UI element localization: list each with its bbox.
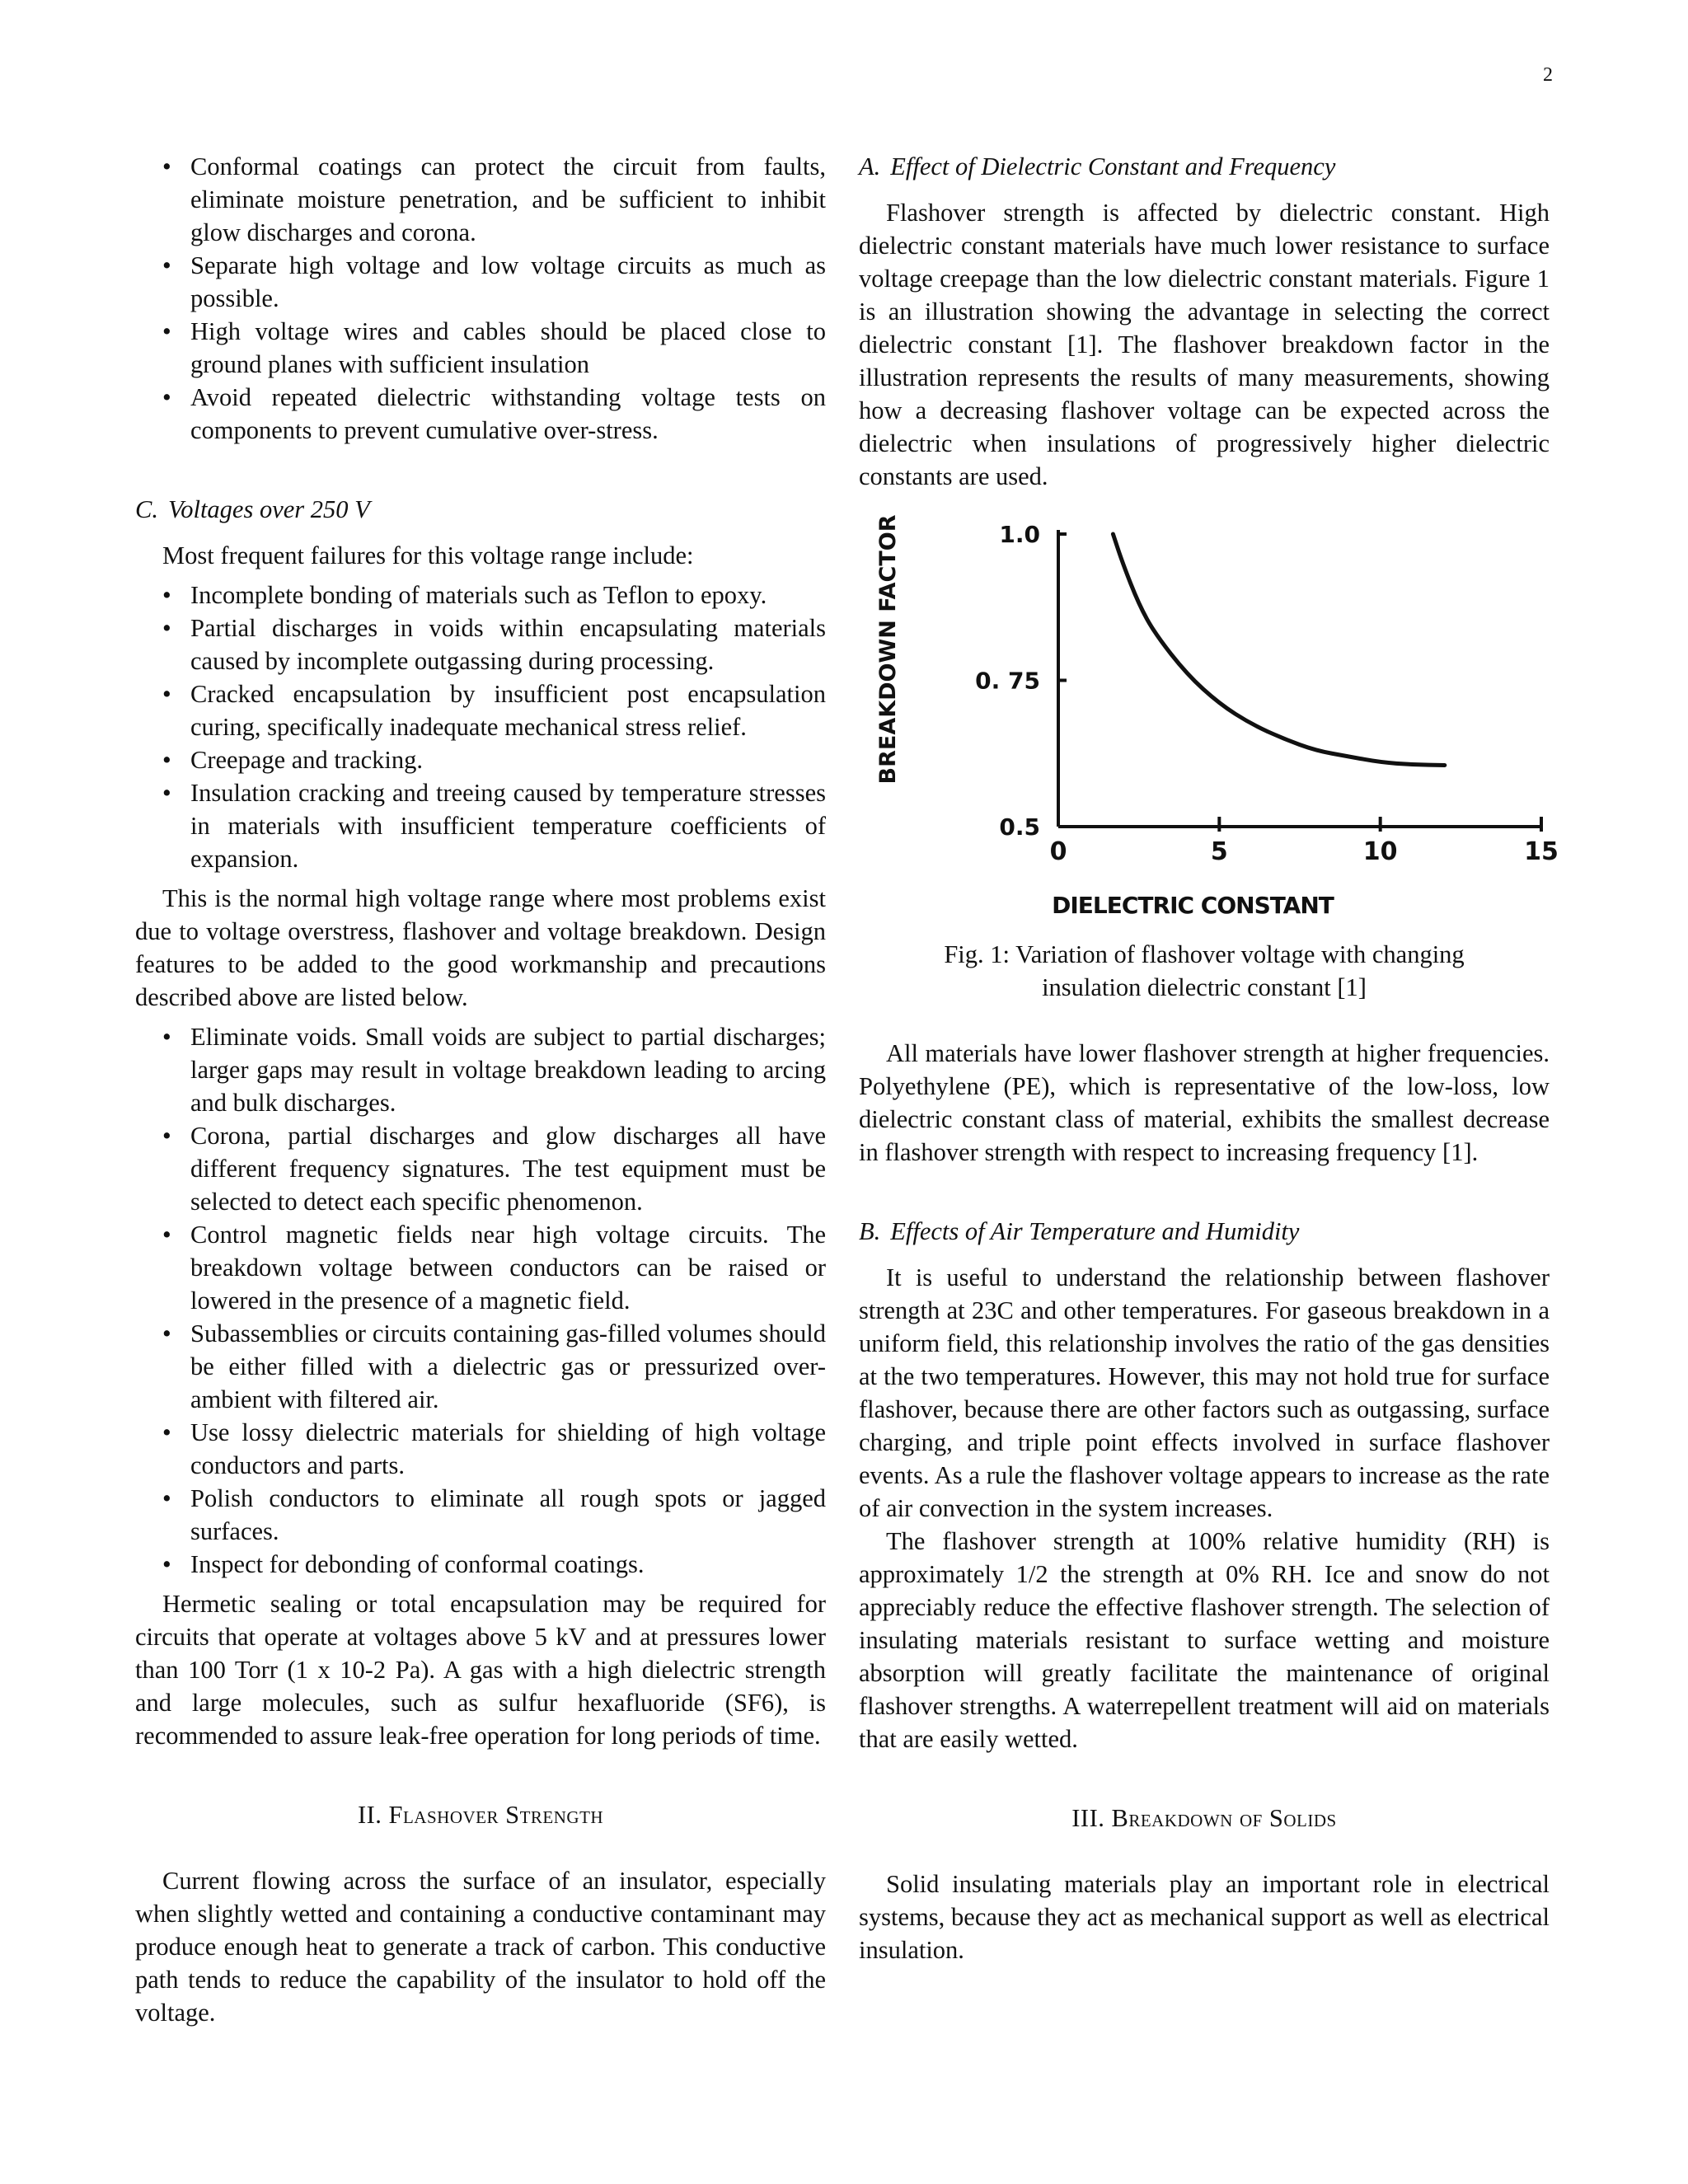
paragraph: It is useful to understand the relationship between flashover strength at 23C and other temperatures. For gaseous breakdown in a uniform field, this relationship involves the ratio of the gas densities at the two temperatures. However, this may not hold true for surface flashover, because there are other factors such as outgassing, surface charging, and triple point effects involved in surface flashover events. As a rule the flashover voltage appears to increase as the rate of air convection in the system increases. xyxy=(859,1263,1550,1522)
bullet-icon: • xyxy=(162,383,171,411)
list-item: • Separate high voltage and low voltage circuits as much as possible. xyxy=(135,249,826,315)
bullet-icon: • xyxy=(162,746,171,774)
y-tick-label: 1.0 xyxy=(999,521,1040,548)
subsection-heading-c: C. Voltages over 250 V xyxy=(135,495,370,523)
y-tick-label: 0.5 xyxy=(999,813,1040,841)
x-tick-label: 5 xyxy=(1210,837,1228,866)
bullet-icon: • xyxy=(162,581,171,609)
list-item: • Incomplete bonding of materials such as Teflon to epoxy. xyxy=(135,579,826,612)
paragraph: Current flowing across the surface of an insulator, especially when slightly wetted and containing a conductive contaminant may produce enough heat to generate a track of carbon. This conductive path tends to reduce the capability of the insulator to hold off the voltage. xyxy=(135,1867,826,2027)
bullet-icon: • xyxy=(162,1221,171,1249)
bullet-icon: • xyxy=(162,152,171,180)
x-tick-label: 0 xyxy=(1049,837,1067,866)
list-item: • Subassemblies or circuits containing gas-filled volumes should be either filled with a dielectric gas or pressurized over-ambient with filtered air. xyxy=(135,1317,826,1416)
bullet-icon: • xyxy=(162,1319,171,1347)
y-ticks xyxy=(975,521,1067,841)
figure-caption: Fig. 1: Variation of flashover voltage with changing insulation dielectric constant [1] xyxy=(944,940,1465,1001)
paragraph: Flashover strength is affected by dielectric constant. High dielectric constant materials have much lower resistance to surface voltage creepage than the low dielectric constant materials. Figure 1 is an illustration showing the advantage in selecting the correct dielectric constant [1]. The flashover breakdown factor in the illustration represents the results of many measurements, showing how a decreasing flashover voltage can be expected across the dielectric when insulations of progressively higher dielectric constants are used. xyxy=(859,199,1550,490)
list-item: • High voltage wires and cables should be placed close to ground planes with sufficient insulation xyxy=(135,315,826,381)
subsection-heading-b: B. Effects of Air Temperature and Humidity xyxy=(859,1217,1300,1245)
list-item: • Corona, partial discharges and glow discharges all have different frequency signatures. The test equipment must be selected to detect each specific phenomenon. xyxy=(135,1119,826,1218)
x-ticks xyxy=(1050,817,1559,866)
x-axis-label: DIELECTRIC CONSTANT xyxy=(1052,892,1334,919)
bullet-icon: • xyxy=(162,1023,171,1051)
section-heading-iii: III. Breakdown of Solids xyxy=(1071,1804,1337,1832)
bullet-icon: • xyxy=(162,317,171,345)
right-column xyxy=(859,150,1559,1966)
paragraph: Most frequent failures for this voltage range include: xyxy=(162,541,694,569)
paragraph: All materials have lower flashover strength at higher frequencies. Polyethylene (PE), which is representative of the low-loss, low dielectric constant class of material, exhibits the smallest decrease in flashover strength with respect to increasing frequency [1]. xyxy=(859,1039,1550,1166)
bullet-icon: • xyxy=(162,1418,171,1446)
design-features-list xyxy=(135,1020,826,1581)
list-item: • Cracked encapsulation by insufficient post encapsulation curing, specifically inadequate mechanical stress relief. xyxy=(135,677,826,743)
bullet-icon: • xyxy=(162,251,171,279)
page-number: 2 xyxy=(1543,64,1553,86)
bullet-icon: • xyxy=(162,1484,171,1512)
subsection-heading-a: A. Effect of Dielectric Constant and Frequency xyxy=(859,152,1336,180)
list-item: • Conformal coatings can protect the circuit from faults, eliminate moisture penetration, and be sufficient to inhibit glow discharges and corona. xyxy=(135,150,826,249)
left-column xyxy=(135,150,826,2029)
figure-1 xyxy=(859,509,1559,938)
x-tick-label: 10 xyxy=(1362,837,1398,866)
precautions-list xyxy=(135,150,826,447)
list-item: • Avoid repeated dielectric withstanding voltage tests on components to prevent cumulative over-stress. xyxy=(135,381,826,447)
x-tick-label: 15 xyxy=(1524,837,1559,866)
list-item: • Control magnetic fields near high voltage circuits. The breakdown voltage between conductors can be raised or lowered in the presence of a magnetic field. xyxy=(135,1218,826,1317)
list-item: • Eliminate voids. Small voids are subject to partial discharges; larger gaps may result in voltage breakdown leading to arcing and bulk discharges. xyxy=(135,1020,826,1119)
paragraph: Hermetic sealing or total encapsulation may be required for circuits that operate at voltages above 5 kV and at pressures lower than 100 Torr (1 x 10-2 Pa). A gas with a high dielectric strength and large molecules, such as sulfur hexafluoride (SF6), is recommended to assure leak-free operation for long periods of time. xyxy=(135,1590,826,1750)
y-tick-label: 0. 75 xyxy=(975,667,1040,695)
breakdown-chart xyxy=(859,509,1559,938)
paragraph: Solid insulating materials play an important role in electrical systems, because they act as mechanical support as well as electrical insulation. xyxy=(859,1870,1550,1964)
bullet-icon: • xyxy=(162,779,171,807)
y-axis-label: BREAKDOWN FACTOR xyxy=(875,514,901,785)
list-item: • Creepage and tracking. xyxy=(135,743,826,776)
bullet-icon: • xyxy=(162,680,171,708)
list-item: • Use lossy dielectric materials for shielding of high voltage conductors and parts. xyxy=(135,1416,826,1482)
list-item: • Polish conductors to eliminate all rough spots or jagged surfaces. xyxy=(135,1482,826,1548)
failures-list xyxy=(135,579,826,875)
list-item: • Insulation cracking and treeing caused by temperature stresses in materials with insufficient temperature coefficients of expansion. xyxy=(135,776,826,875)
paragraph: The flashover strength at 100% relative humidity (RH) is approximately 1/2 the strength at 0% RH. Ice and snow do not appreciably reduce the effective flashover strength. The selection of insulating materials resistant to surface wetting and moisture absorption will greatly facilitate the maintenance of original flashover strengths. A waterrepellent treatment will aid on materials that are easily wetted. xyxy=(859,1527,1550,1753)
section-heading-ii: II. Flashover Strength xyxy=(357,1801,604,1829)
bullet-icon: • xyxy=(162,1122,171,1150)
paragraph: This is the normal high voltage range where most problems exist due to voltage overstress, flashover and voltage breakdown. Design features to be added to the good workmanship and precautions described above are listed below. xyxy=(135,884,826,1011)
bullet-icon: • xyxy=(162,614,171,642)
list-item: • Partial discharges in voids within encapsulating materials caused by incomplete outgassing during processing. xyxy=(135,612,826,677)
list-item: • Inspect for debonding of conformal coatings. xyxy=(135,1548,826,1581)
series-line xyxy=(1113,534,1444,765)
bullet-icon: • xyxy=(162,1550,171,1578)
